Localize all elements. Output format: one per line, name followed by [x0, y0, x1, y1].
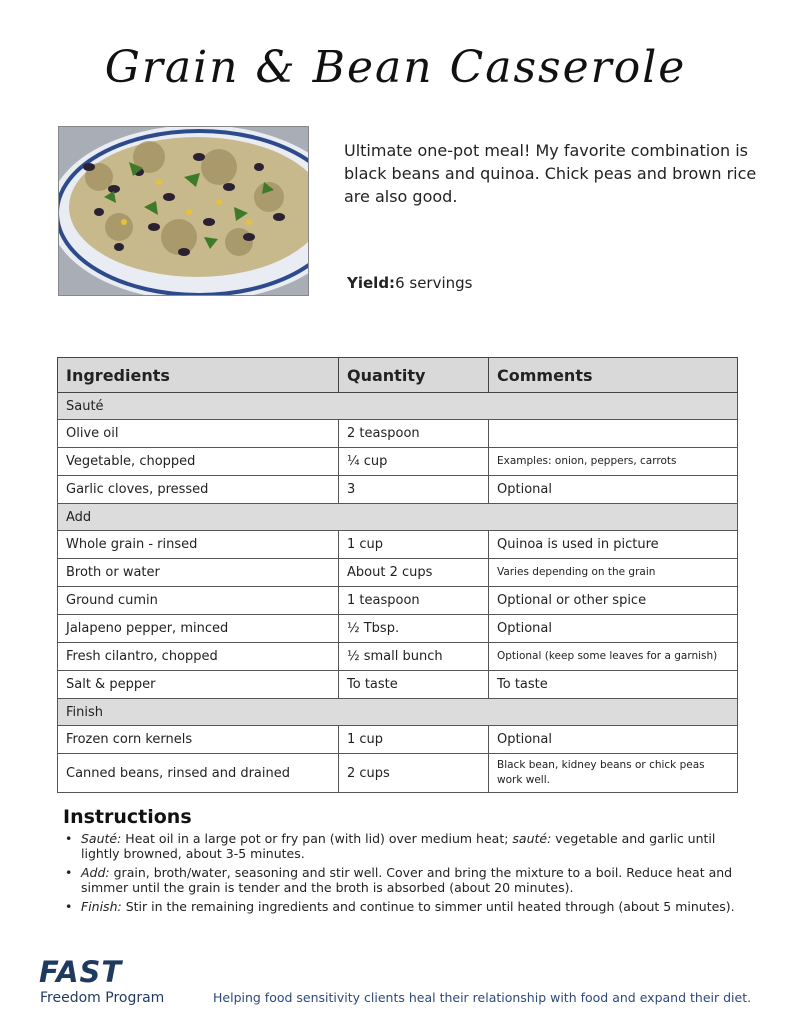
quantity-cell: About 2 cups [339, 559, 489, 587]
section-label: Add [58, 504, 738, 531]
quantity-cell: ½ Tbsp. [339, 615, 489, 643]
instructions-heading: Instructions [63, 806, 192, 828]
instruction-step [81, 899, 753, 914]
ingredient-cell: Garlic cloves, pressed [58, 476, 339, 504]
comment-cell [489, 420, 738, 448]
table-row [58, 559, 738, 587]
table-row [58, 726, 738, 754]
comment-cell: Quinoa is used in picture [489, 531, 738, 559]
comment-cell: Optional [489, 615, 738, 643]
footer-tagline: Helping food sensitivity clients heal their relationship with food and expand their diet. [213, 990, 752, 1005]
ingredient-cell: Whole grain - rinsed [58, 531, 339, 559]
section-row [58, 504, 738, 531]
step-label: Add: [81, 865, 110, 880]
section-row [58, 699, 738, 726]
comment-cell: Optional [489, 726, 738, 754]
recipe-yield [347, 274, 472, 292]
step-label: Sauté: [81, 831, 122, 846]
table-row [58, 615, 738, 643]
comment-cell: Optional (keep some leaves for a garnish) [489, 643, 738, 671]
quantity-cell: ¼ cup [339, 448, 489, 476]
table-row [58, 643, 738, 671]
section-label: Finish [58, 699, 738, 726]
table-row [58, 476, 738, 504]
comment-cell: Examples: onion, peppers, carrots [489, 448, 738, 476]
table-row [58, 671, 738, 699]
header-ingredients: Ingredients [58, 358, 339, 393]
ingredient-cell: Frozen corn kernels [58, 726, 339, 754]
table-row [58, 448, 738, 476]
step-text: Stir in the remaining ingredients and continue to simmer until heated through (about 5 minutes). [121, 899, 735, 914]
ingredient-cell: Canned beans, rinsed and drained [58, 754, 339, 793]
table-body [58, 393, 738, 793]
quantity-cell: ½ small bunch [339, 643, 489, 671]
instructions-section [63, 806, 753, 918]
instruction-step [81, 865, 753, 895]
ingredient-cell: Ground cumin [58, 587, 339, 615]
step-label: Finish: [81, 899, 122, 914]
step-text: grain, broth/water, seasoning and stir well. Cover and bring the mixture to a boil. Reduce heat and simmer until the grain is tender and the broth is absorbed (about 20 minutes). [81, 865, 733, 895]
table-row [58, 754, 738, 793]
section-row [58, 393, 738, 420]
comment-cell: Optional or other spice [489, 587, 738, 615]
program-name: Freedom Program [40, 990, 165, 1006]
ingredient-cell: Broth or water [58, 559, 339, 587]
comment-cell: To taste [489, 671, 738, 699]
yield-value: 6 servings [395, 274, 473, 292]
table-header-row [58, 358, 738, 393]
ingredient-cell: Fresh cilantro, chopped [58, 643, 339, 671]
casserole-photo [58, 126, 309, 296]
header-quantity: Quantity [339, 358, 489, 393]
quantity-cell: 2 teaspoon [339, 420, 489, 448]
table-row [58, 420, 738, 448]
header-comments: Comments [489, 358, 738, 393]
comment-cell: Optional [489, 476, 738, 504]
ingredients-table [57, 357, 738, 793]
quantity-cell: 2 cups [339, 754, 489, 793]
ingredient-cell: Vegetable, chopped [58, 448, 339, 476]
step-label-inline: sauté: [512, 831, 552, 846]
comment-cell: Varies depending on the grain [489, 559, 738, 587]
section-label: Sauté [58, 393, 738, 420]
quantity-cell: 1 cup [339, 531, 489, 559]
ingredient-cell: Salt & pepper [58, 671, 339, 699]
recipe-title: Grain & Bean Casserole [104, 42, 687, 93]
quantity-cell: 1 teaspoon [339, 587, 489, 615]
ingredient-cell: Olive oil [58, 420, 339, 448]
yield-label: Yield: [347, 274, 396, 292]
quantity-cell: 3 [339, 476, 489, 504]
comment-cell: Black bean, kidney beans or chick peas work well. [489, 754, 738, 793]
instructions-list [63, 831, 753, 914]
step-text: Heat oil in a large pot or fry pan (with lid) over medium heat; [121, 831, 513, 846]
table-row [58, 587, 738, 615]
table-row [58, 531, 738, 559]
fast-logo: FAST [39, 955, 123, 989]
ingredient-cell: Jalapeno pepper, minced [58, 615, 339, 643]
recipe-intro: Ultimate one-pot meal! My favorite combination is black beans and quinoa. Chick peas and brown rice are also good. [344, 141, 757, 206]
casserole-plate-image [59, 127, 308, 295]
quantity-cell: To taste [339, 671, 489, 699]
quantity-cell: 1 cup [339, 726, 489, 754]
instruction-step [81, 831, 753, 861]
step-text-continued: vegetable and garlic until lightly browned, about 3-5 minutes. [81, 831, 716, 861]
